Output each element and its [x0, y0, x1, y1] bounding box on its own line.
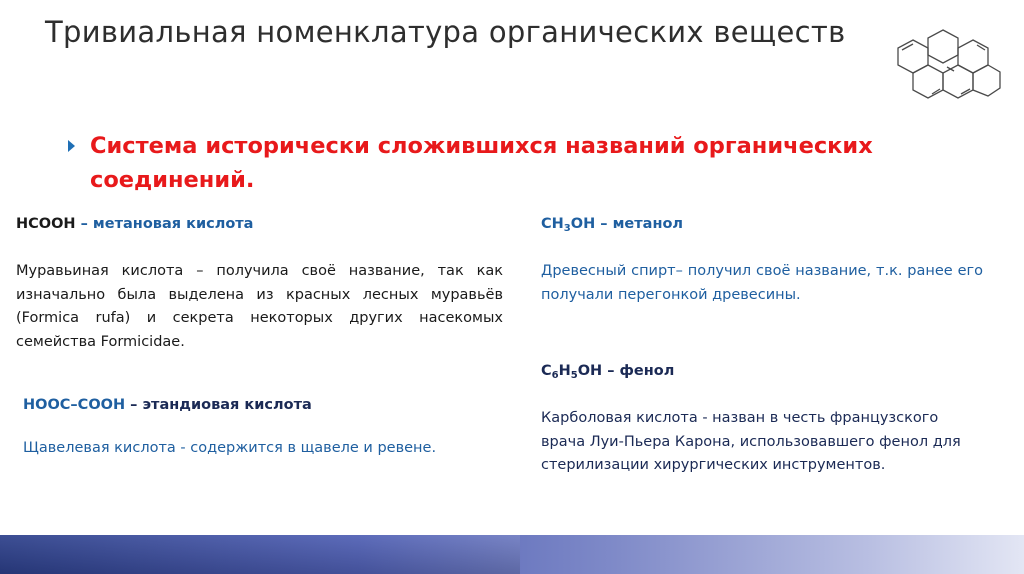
methanol-name: – метанол	[595, 216, 684, 232]
formic-acid-name: – метановая кислота	[75, 216, 254, 232]
methanol-description: Древесный спирт– получил своё название, т.к. ранее его получали перегонкой древесины.	[541, 263, 983, 303]
methanol-heading	[541, 213, 983, 237]
spacer	[16, 237, 503, 261]
oxalic-acid-name: – этандиовая кислота	[125, 397, 312, 413]
phenol-block	[541, 360, 983, 478]
formic-acid-description: Муравьиная кислота – получила своё название, так как изначально была выделена из красных лесных муравьёв (Formica rufa) и секрета некоторых других насекомых семейства Formicidae.	[16, 263, 503, 350]
bullet-item	[68, 129, 998, 197]
oxalic-acid-formula: HOOC–COOH	[23, 397, 126, 413]
phenol-formula: $C_6H_5OH$	[541, 363, 603, 381]
left-column	[16, 213, 503, 354]
footer-shade	[0, 535, 520, 574]
polycyclic-hydrocarbon-icon	[888, 26, 1006, 122]
methanol-block	[541, 213, 983, 307]
bullet-text: Система исторически сложившихся названий органических соединений.	[90, 133, 873, 193]
footer-band	[0, 535, 1024, 574]
phenol-heading	[541, 360, 983, 384]
spacer	[541, 384, 983, 408]
oxalic-acid-block	[23, 394, 463, 460]
spacer	[23, 418, 463, 437]
oxalic-acid-description: Щавелевая кислота - содержится в щавеле и ревене.	[23, 439, 437, 456]
methanol-formula: $CH_3OH$	[541, 216, 596, 234]
slide-title: Тривиальная номенклатура органических веществ	[45, 15, 846, 49]
formic-acid-formula: HCOOH	[16, 216, 76, 232]
phenol-name: – фенол	[602, 363, 675, 379]
formic-acid-heading	[16, 213, 503, 237]
bullet-arrow-icon	[68, 140, 75, 152]
oxalic-acid-heading	[23, 394, 463, 418]
phenol-description: Карболовая кислота - назван в честь французского врача Луи-Пьера Карона, использовавшего фенол для стерилизации хирургических инструментов.	[541, 410, 961, 473]
spacer	[541, 237, 983, 261]
